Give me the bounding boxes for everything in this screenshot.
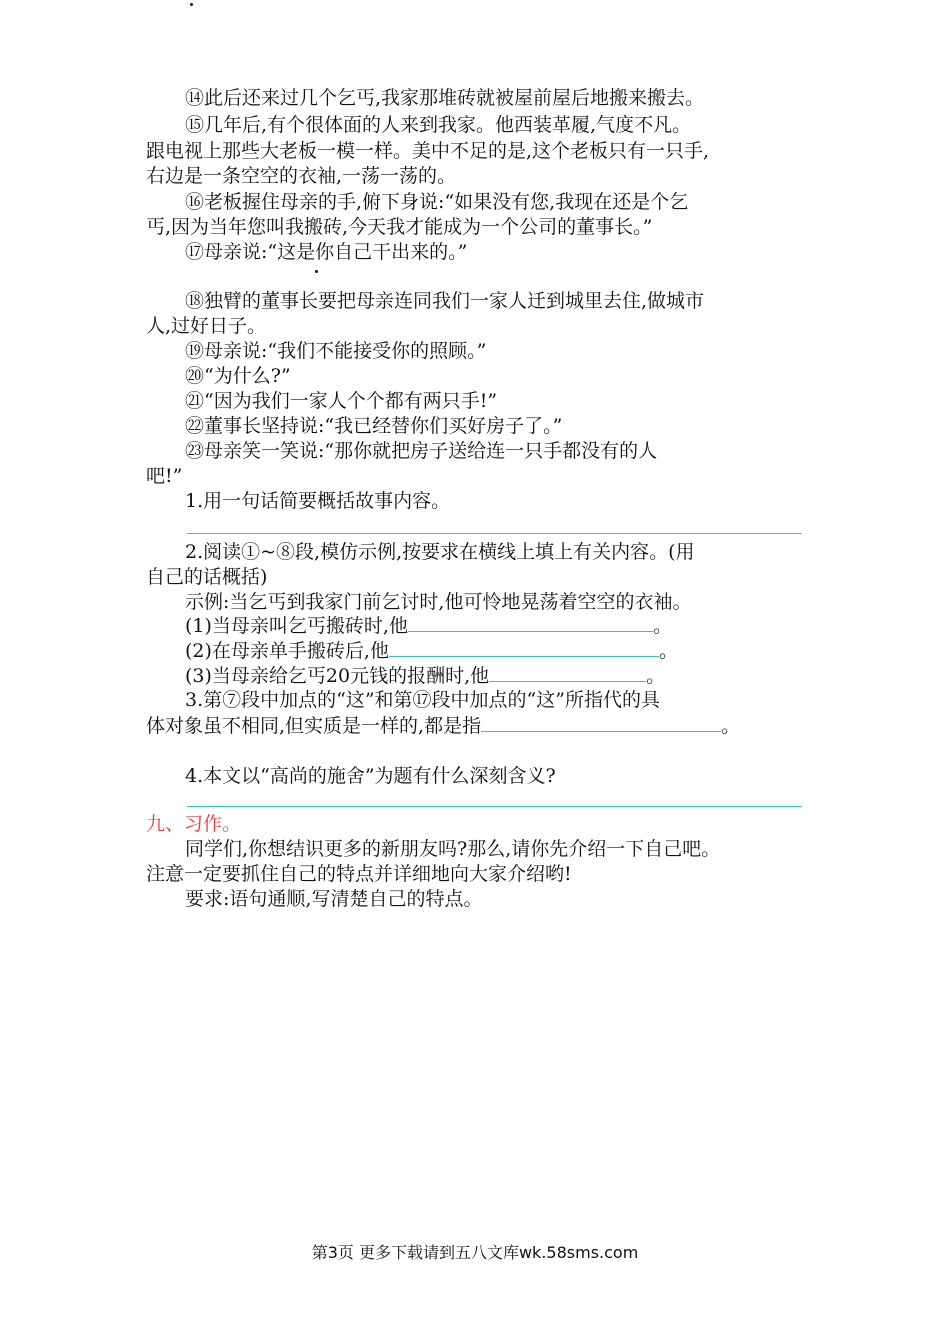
question-4: 4.本文以“高尚的施舍”为题有什么深刻含义? bbox=[185, 765, 556, 787]
question-3-line-2 bbox=[146, 713, 740, 738]
paragraph-18-line-1: ⑱独臂的董事长要把母亲连同我们一家人迁到城里去住,做城市 bbox=[185, 290, 705, 312]
answer-line-q4[interactable] bbox=[187, 806, 802, 807]
page-footer: 第3页 更多下载请到五八文库wk.58sms.com bbox=[311, 1243, 639, 1262]
paragraph-15-line-1: ⑮几年后,有个很体面的人来到我家。他西装革履,气度不凡。 bbox=[185, 114, 692, 136]
paragraph-15-line-2: 跟电视上那些大老板一模一样。美中不足的是,这个老板只有一只手, bbox=[146, 140, 710, 162]
paragraph-17: ⑰母亲说:“这是你自己干出来的。” bbox=[185, 241, 468, 263]
answer-blank-q2-2[interactable] bbox=[389, 638, 659, 657]
question-2-item-1 bbox=[185, 613, 672, 638]
question-1: 1.用一句话简要概括故事内容。 bbox=[185, 490, 451, 512]
composition-requirement: 要求:语句通顺,写清楚自己的特点。 bbox=[185, 888, 483, 910]
question-3-line-1: 3.第⑦段中加点的“这”和第⑰段中加点的“这”所指代的具 bbox=[185, 689, 660, 711]
paragraph-19: ⑲母亲说:“我们不能接受你的照顾。” bbox=[185, 340, 487, 362]
sentence-end: 。 bbox=[721, 715, 741, 737]
question-2-item-3 bbox=[185, 663, 665, 688]
sentence-end: 。 bbox=[646, 665, 666, 687]
paragraph-20: ⑳“为什么?” bbox=[185, 365, 291, 387]
answer-blank-q2-1[interactable] bbox=[408, 613, 653, 632]
paragraph-22: ㉒董事长坚持说:“我已经替你们买好房子了。” bbox=[185, 415, 563, 437]
paragraph-14: ⑭此后还来过几个乞丐,我家那堆砖就被屋前屋后地搬来搬去。 bbox=[185, 87, 705, 109]
question-2-item-2 bbox=[185, 638, 678, 663]
composition-text-line-2: 注意一定要抓住自己的特点并详细地向大家介绍哟! bbox=[146, 863, 572, 885]
question-2-line-1: 2.阅读①~⑧段,模仿示例,按要求在横线上填上有关内容。(用 bbox=[185, 541, 695, 563]
paragraph-15-line-3: 右边是一条空空的衣袖,一荡一荡的。 bbox=[146, 165, 457, 187]
question-3-line-2-text: 体对象虽不相同,但实质是一样的,都是指 bbox=[146, 715, 482, 737]
composition-heading: 九、习作。 bbox=[146, 813, 242, 835]
question-2-example: 示例:当乞丐到我家门前乞讨时,他可怜地晃荡着空空的衣袖。 bbox=[185, 591, 692, 613]
question-2-item-3-text: (3)当母亲给乞丐20元钱的报酬时,他 bbox=[185, 665, 490, 687]
emphasis-dot bbox=[190, 3, 193, 6]
question-2-item-1-text: (1)当母亲叫乞丐搬砖时,他 bbox=[185, 615, 408, 637]
answer-blank-q3[interactable] bbox=[481, 713, 721, 732]
sentence-end: 。 bbox=[658, 640, 678, 662]
paragraph-21: ㉑“因为我们一家人个个都有两只手!” bbox=[185, 390, 498, 412]
composition-text-line-1: 同学们,你想结识更多的新朋友吗?那么,请你先介绍一下自己吧。 bbox=[185, 838, 721, 860]
emphasis-dot bbox=[315, 270, 318, 273]
paragraph-23-line-2: 吧!” bbox=[146, 465, 183, 487]
paragraph-16-line-2: 丐,因为当年您叫我搬砖,今天我才能成为一个公司的董事长。” bbox=[146, 216, 653, 238]
answer-line-q1[interactable] bbox=[187, 533, 802, 534]
paragraph-18-line-2: 人,过好日子。 bbox=[146, 315, 267, 337]
answer-blank-q2-3[interactable] bbox=[489, 663, 646, 682]
sentence-end: 。 bbox=[652, 615, 672, 637]
question-2-item-2-text: (2)在母亲单手搬砖后,他 bbox=[185, 640, 389, 662]
question-2-line-2: 自己的话概括) bbox=[146, 566, 268, 588]
paragraph-23-line-1: ㉓母亲笑一笑说:“那你就把房子送给连一只手都没有的人 bbox=[185, 440, 658, 462]
paragraph-16-line-1: ⑯老板握住母亲的手,俯下身说:“如果没有您,我现在还是个乞 bbox=[185, 191, 689, 213]
